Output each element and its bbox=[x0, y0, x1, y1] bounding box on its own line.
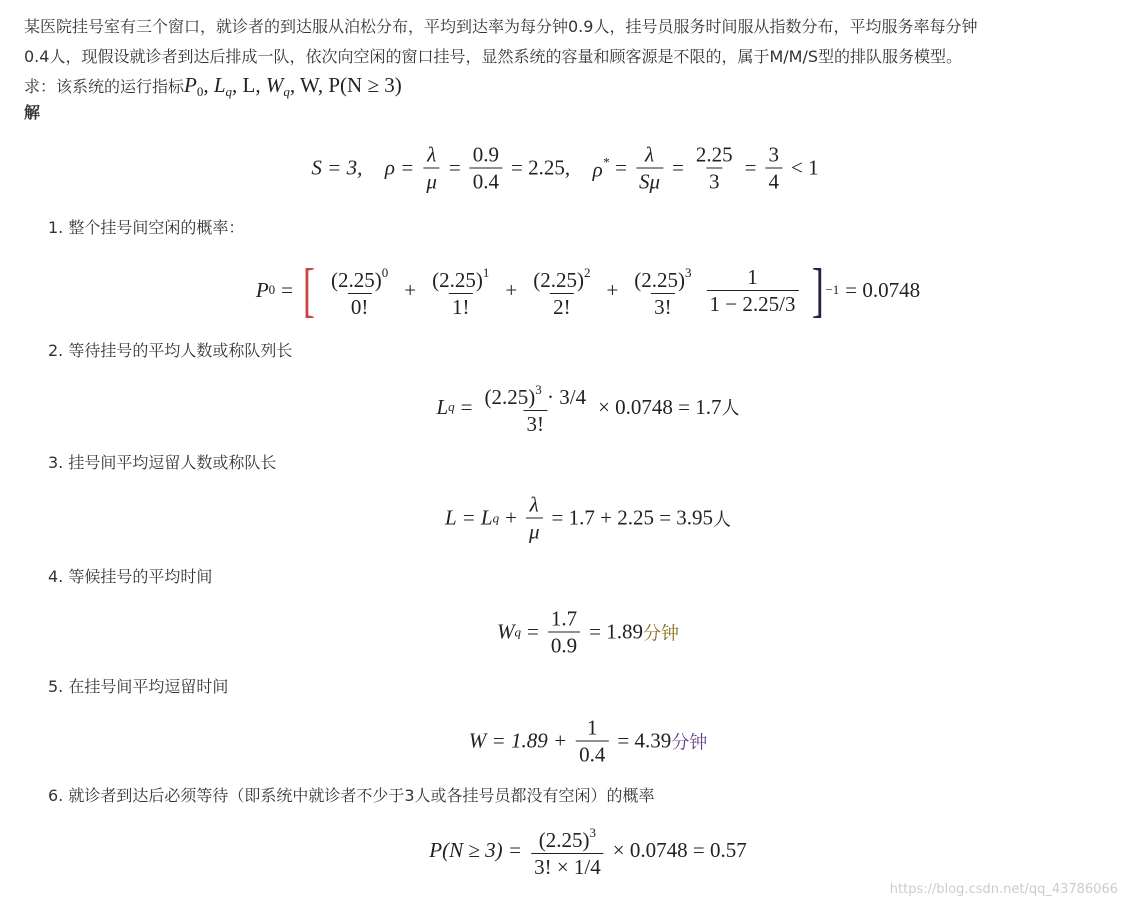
math-fragment bbox=[631, 260, 694, 320]
math-fragment: 0.9 bbox=[472, 142, 499, 167]
question-math bbox=[184, 73, 402, 97]
math-fragment: = 4.39 bbox=[617, 728, 672, 753]
math-fragment bbox=[429, 260, 492, 320]
math-fragment: q bbox=[492, 510, 500, 525]
math-fragment bbox=[328, 260, 391, 293]
math-fragment: + bbox=[505, 505, 517, 530]
problem-line-1: 某医院挂号室有三个窗口，就诊者的到达服从泊松分布，平均到达率为每分钟0.9人，挂号员服务时间服从指数分布，平均服务率每分钟 bbox=[24, 17, 978, 36]
math-fragment: λ bbox=[529, 492, 539, 517]
math-fragment: 人 bbox=[721, 398, 740, 418]
math-fragment bbox=[423, 142, 440, 195]
math-fragment: = bbox=[615, 155, 628, 180]
math-fragment bbox=[548, 606, 580, 659]
math-fragment: P bbox=[255, 277, 269, 302]
math-fragment bbox=[482, 377, 590, 410]
math-fragment: 2.25 bbox=[695, 142, 733, 167]
math-fragment: , L, bbox=[232, 73, 266, 97]
math-fragment: = bbox=[744, 155, 757, 180]
math-fragment: = bbox=[281, 277, 294, 302]
math-fragment: 0.4 bbox=[470, 168, 502, 195]
math-fragment bbox=[693, 142, 736, 195]
question-text: 求：该系统的运行指标 bbox=[24, 77, 185, 96]
math-fragment: = bbox=[460, 394, 473, 419]
equation-p0 bbox=[255, 257, 921, 323]
math-fragment: 0 bbox=[196, 84, 204, 99]
math-fragment: q bbox=[283, 84, 290, 99]
equation-l bbox=[445, 492, 731, 545]
math-fragment: = 1.7 + 2.25 = 3.95 bbox=[551, 505, 714, 530]
math-fragment: 解 bbox=[24, 103, 41, 122]
math-fragment: + bbox=[404, 277, 417, 302]
math-fragment: 0.4 bbox=[576, 741, 608, 768]
math-fragment: < 1 bbox=[791, 155, 819, 180]
math-fragment: 分钟 bbox=[642, 623, 679, 643]
math-fragment: · 3/4 bbox=[547, 385, 587, 409]
problem-line-3 bbox=[24, 71, 402, 106]
math-fragment: 4 bbox=[766, 168, 783, 195]
math-fragment: = bbox=[527, 619, 539, 644]
math-fragment: (2.25) bbox=[331, 268, 382, 292]
math-fragment bbox=[531, 820, 604, 880]
math-fragment: W bbox=[497, 619, 515, 644]
math-fragment bbox=[429, 260, 492, 293]
math-fragment: × 0.0748 = 1.7 bbox=[598, 394, 722, 419]
equation-p-n-ge-3 bbox=[429, 820, 746, 880]
math-fragment: q bbox=[514, 624, 522, 639]
math-fragment bbox=[707, 264, 799, 317]
math-fragment: 2! bbox=[550, 293, 574, 320]
equation-lq bbox=[436, 377, 739, 437]
math-fragment: Sμ bbox=[636, 168, 663, 195]
math-fragment bbox=[526, 492, 543, 545]
watermark: https://blog.csdn.net/qq_43786066 bbox=[889, 882, 1118, 897]
math-fragment: λ bbox=[644, 142, 655, 167]
math-fragment: 3 bbox=[768, 142, 779, 167]
solution-label bbox=[24, 99, 40, 127]
math-fragment: 0 bbox=[381, 265, 389, 280]
math-fragment: = 0.0748 bbox=[845, 277, 921, 302]
math-fragment: μ bbox=[423, 168, 440, 195]
math-fragment: ] bbox=[811, 257, 824, 323]
math-fragment: (2.25) bbox=[634, 268, 686, 292]
math-fragment: * bbox=[602, 154, 610, 169]
math-fragment bbox=[593, 154, 610, 182]
math-fragment bbox=[530, 260, 593, 293]
item-6-label: 6. 就诊者到达后必须等待（即系统中就诊者不少于3人或各挂号员都没有空闲）的概率 bbox=[48, 786, 655, 805]
math-fragment: q bbox=[225, 84, 233, 99]
math-fragment: 0 bbox=[268, 282, 276, 297]
math-fragment: 3 bbox=[685, 265, 692, 280]
math-fragment: × 0.0748 = 0.57 bbox=[612, 837, 747, 862]
math-fragment: 1 bbox=[747, 264, 758, 289]
math-fragment: = 1.89 bbox=[589, 619, 643, 644]
item-2-label: 2. 等待挂号的平均人数或称队列长 bbox=[48, 341, 293, 360]
math-fragment: 0.9 bbox=[548, 632, 580, 659]
math-fragment: + bbox=[505, 277, 518, 302]
item-3-label: 3. 挂号间平均逗留人数或称队长 bbox=[48, 453, 277, 472]
math-fragment bbox=[576, 715, 608, 768]
math-fragment bbox=[328, 260, 391, 320]
math-fragment: = 2.25, bbox=[510, 155, 571, 180]
math-fragment: ρ = bbox=[384, 155, 415, 180]
math-fragment: 1! bbox=[449, 293, 473, 320]
math-fragment: L = L bbox=[444, 505, 493, 530]
math-fragment: L bbox=[436, 394, 449, 419]
math-fragment: S = 3, bbox=[311, 155, 363, 180]
math-fragment: q bbox=[448, 399, 455, 414]
math-fragment: W = 1.89 + bbox=[468, 728, 568, 753]
math-fragment: 1 bbox=[482, 265, 490, 280]
equation-wq bbox=[497, 606, 679, 659]
math-fragment bbox=[631, 260, 694, 293]
math-fragment: 3 bbox=[589, 825, 597, 840]
math-fragment: 1 − 2.25/3 bbox=[707, 290, 799, 317]
math-fragment: = bbox=[672, 155, 684, 180]
math-fragment: 3! bbox=[524, 410, 548, 437]
math-fragment bbox=[636, 142, 663, 195]
math-fragment: L bbox=[213, 73, 226, 97]
math-fragment bbox=[470, 142, 502, 195]
equation-parameters bbox=[311, 142, 818, 195]
math-fragment: (2.25) bbox=[432, 268, 483, 292]
math-fragment: P(N ≥ 3) = bbox=[429, 837, 523, 862]
math-fragment: 3! × 1/4 bbox=[531, 853, 604, 880]
math-fragment: W bbox=[265, 73, 284, 97]
math-fragment bbox=[482, 377, 590, 437]
math-fragment: λ bbox=[427, 142, 437, 167]
math-fragment: P bbox=[184, 73, 197, 97]
math-fragment: 3 bbox=[535, 382, 542, 397]
math-fragment: μ bbox=[526, 518, 543, 545]
math-fragment: 分钟 bbox=[671, 732, 708, 752]
math-fragment: (2.25) bbox=[533, 268, 584, 292]
math-fragment bbox=[530, 260, 593, 320]
item-5-label: 5. 在挂号间平均逗留时间 bbox=[48, 677, 229, 696]
math-fragment: , bbox=[203, 73, 214, 97]
item-4-label: 4. 等候挂号的平均时间 bbox=[48, 567, 213, 586]
problem-line-2: 0.4人，现假设就诊者到达后排成一队，依次向空闲的窗口挂号，显然系统的容量和顾客源是不限的，属于M/M/S型的排队服务模型。 bbox=[24, 47, 962, 66]
math-fragment bbox=[766, 142, 783, 195]
math-fragment: (2.25) bbox=[484, 385, 536, 409]
math-fragment: −1 bbox=[825, 282, 840, 297]
math-fragment: + bbox=[606, 277, 619, 302]
math-fragment: 0! bbox=[348, 293, 372, 320]
math-fragment: 1.7 bbox=[550, 606, 578, 631]
math-fragment: 3! bbox=[651, 293, 675, 320]
item-1-label: 1. 整个挂号间空闲的概率： bbox=[48, 218, 245, 237]
math-fragment bbox=[536, 820, 599, 853]
math-fragment: 人 bbox=[713, 509, 732, 529]
math-fragment: 3 bbox=[706, 168, 723, 195]
math-fragment: [ bbox=[303, 257, 316, 323]
math-fragment: 1 bbox=[587, 715, 598, 740]
math-fragment: = bbox=[448, 155, 461, 180]
math-fragment: (2.25) bbox=[538, 828, 590, 852]
math-fragment: , W, P(N ≥ 3) bbox=[289, 73, 402, 97]
math-fragment: ρ bbox=[592, 157, 603, 181]
equation-w bbox=[469, 715, 707, 768]
math-fragment: 2 bbox=[583, 265, 591, 280]
